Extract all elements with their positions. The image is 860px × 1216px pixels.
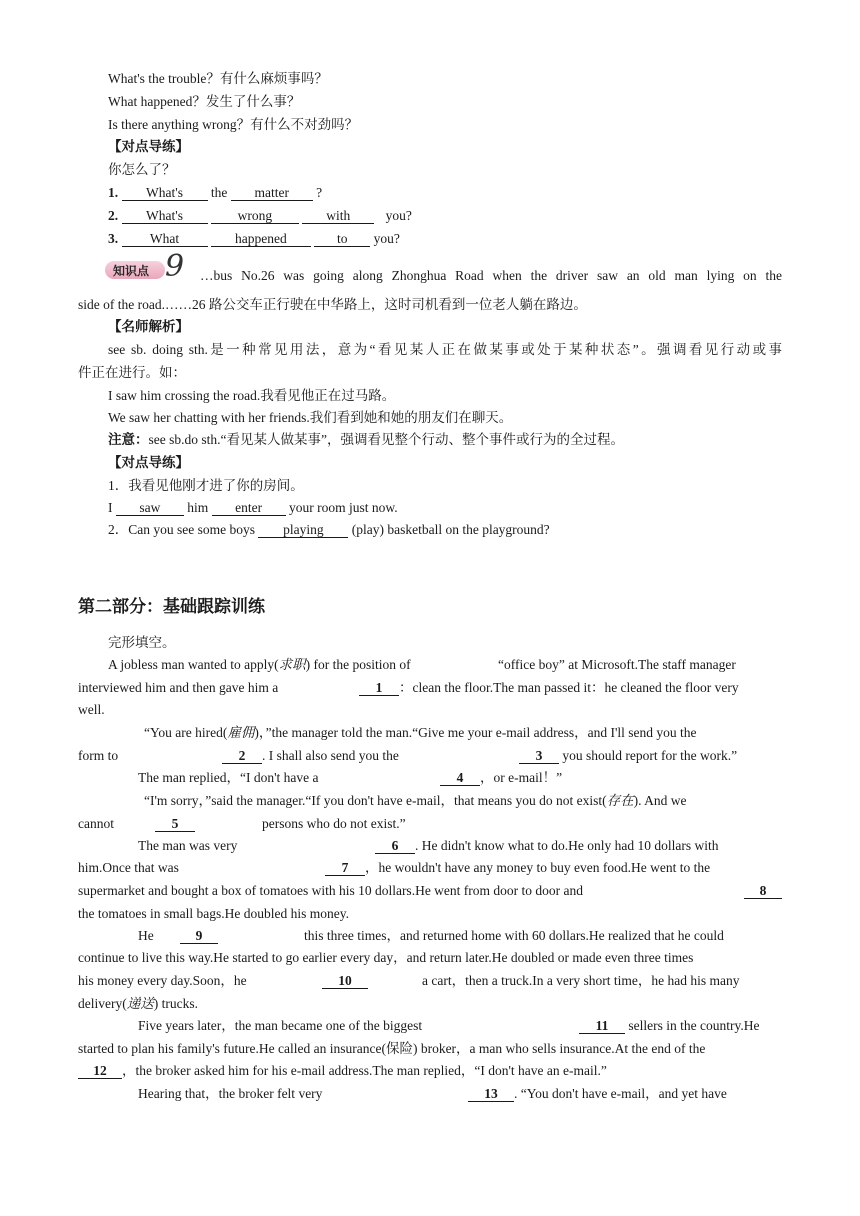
knowledge-point-badge [105, 249, 185, 284]
text-line: 1．我看见他刚才进了你的房间。 [108, 478, 304, 493]
passage-line: Five years later，the man became one of the biggest 11 sellers in the country.He [138, 1018, 760, 1033]
text-line: What happened？发生了什么事？ [108, 94, 301, 109]
answer-blank: enter [212, 501, 286, 516]
exercise-row [108, 185, 322, 201]
badge-label: 知识点 [113, 264, 150, 278]
text-line: 你怎么了？ [108, 162, 176, 177]
note-label: 注意： [108, 432, 149, 447]
section-heading: 【对点导练】 [108, 139, 189, 154]
instruction: 完形填空。 [108, 635, 176, 650]
cloze-blank: 10 [322, 974, 368, 989]
answer-blank: with [302, 209, 374, 224]
text-line [200, 268, 782, 284]
passage-line: the tomatoes in small bags.He doubled his money. [78, 906, 349, 921]
text-line: What's the trouble？有什么麻烦事吗？ [108, 71, 328, 86]
answer-blank: What [122, 232, 208, 247]
passage-line: continue to live this way.He started to go earlier every day，and return later.He doubled or made even three times [78, 950, 694, 965]
note-line [108, 432, 624, 448]
badge-number: 9 [165, 249, 185, 284]
kp-sentence-line1: …bus No.26 was going along Zhonghua Road when the driver saw an old man lying on the [200, 268, 782, 283]
text: you? [373, 231, 400, 246]
question-number: 1. [108, 185, 119, 200]
exercise-row: 2．Can you see some boys playing (play) basketball on the playground? [108, 522, 550, 537]
passage-line: interviewed him and then gave him a 1 ：clean the floor.The man passed it：he cleaned the floor very [78, 680, 739, 695]
passage-line: 12 ，the broker asked him for his e-mail address.The man replied，“I don't have an e-mail.” [78, 1063, 607, 1079]
section-heading: 【名师解析】 [108, 319, 189, 334]
exercise-row: I saw him enter your room just now. [108, 500, 398, 515]
passage-line: well. [78, 702, 105, 717]
answer-blank: happened [211, 232, 311, 247]
cloze-blank: 11 [579, 1019, 625, 1034]
cloze-blank: 3 [519, 749, 559, 764]
cloze-blank: 9 [180, 929, 218, 944]
passage-line: him.Once that was 7 ，he wouldn't have any money to buy even food.He went to the [78, 860, 711, 875]
kp-sentence-line2: side of the road.……26 路公交车正行驶在中华路上，这时司机看到一位老人躺在路边。 [78, 297, 587, 312]
cloze-blank: 6 [375, 839, 415, 854]
text-line: Is there anything wrong？有什么不对劲吗？ [108, 117, 359, 132]
cloze-blank: 4 [440, 771, 480, 786]
passage-line: form to 2 . I shall also send you the 3 you should report for the work.” [78, 748, 738, 763]
text-line: see sb. doing sth.是一种常见用法，意为“看见某人正在做某事或处于某种状态”。强调看见行动或事 [108, 342, 782, 357]
text-line: 件正在进行。如： [78, 365, 186, 380]
page-title: 第二部分：基础跟踪训练 [78, 597, 265, 617]
cloze-blank: 1 [359, 681, 399, 696]
example-line: We saw her chatting with her friends.我们看到她和她的朋友们在聊天。 [108, 410, 513, 425]
passage-line: “I'm sorry，”said the manager.“If you don't have e-mail，that means you do not exist(存在). And we [144, 793, 687, 808]
passage-line: “You are hired(雇佣)，”the manager told the man.“Give me your e-mail address，and I'll send you the [144, 725, 697, 740]
question-number: 2. [108, 208, 119, 223]
answer-blank: What's [122, 186, 208, 201]
cloze-blank: 12 [78, 1064, 122, 1079]
passage-line: A jobless man wanted to apply(求职) for the position of “office boy” at Microsoft.The staff manager [108, 657, 736, 672]
example-line: I saw him crossing the road.我看见他正在过马路。 [108, 388, 396, 403]
answer-blank: to [314, 232, 370, 247]
answer-blank: playing [258, 523, 348, 538]
exercise-row [108, 231, 400, 247]
section-heading: 【对点导练】 [108, 455, 189, 470]
passage-line: Hearing that，the broker felt very 13 . “You don't have e-mail，and yet have [138, 1086, 727, 1101]
passage-line: The man replied，“I don't have a 4 ，or e-mail！” [138, 770, 563, 785]
cloze-blank: 5 [155, 817, 195, 832]
cloze-blank: 8 [744, 884, 782, 899]
cloze-blank: 7 [325, 861, 365, 876]
cloze-blank: 2 [222, 749, 262, 764]
answer-blank: saw [116, 501, 184, 516]
note-text: see sb.do sth.“看见某人做某事”，强调看见整个行动、整个事件或行为的全过程。 [148, 432, 624, 447]
exercise-row [108, 208, 412, 224]
passage-line: started to plan his family's future.He called an insurance(保险) broker，a man who sells insurance.At the end of the [78, 1041, 706, 1056]
passage-line: The man was very 6 . He didn't know what to do.He only had 10 dollars with [138, 838, 719, 853]
text: ? [316, 185, 323, 200]
passage-line: his money every day.Soon，he 10 a cart，then a truck.In a very short time，he had his many [78, 973, 740, 988]
answer-blank: matter [231, 186, 313, 201]
passage-line: cannot 5 persons who do not exist.” [78, 816, 406, 831]
question-number: 3. [108, 231, 119, 246]
cloze-blank: 13 [468, 1087, 514, 1102]
text: you? [385, 208, 412, 223]
answer-blank: wrong [211, 209, 299, 224]
passage-line: He 9 this three times，and returned home with 60 dollars.He realized that he could [138, 928, 724, 943]
passage-line: delivery(递送) trucks. [78, 996, 198, 1011]
answer-blank: What's [122, 209, 208, 224]
text: the [210, 185, 228, 200]
passage-line: supermarket and bought a box of tomatoes with his 10 dollars.He went from door to door and 8 [78, 883, 782, 899]
